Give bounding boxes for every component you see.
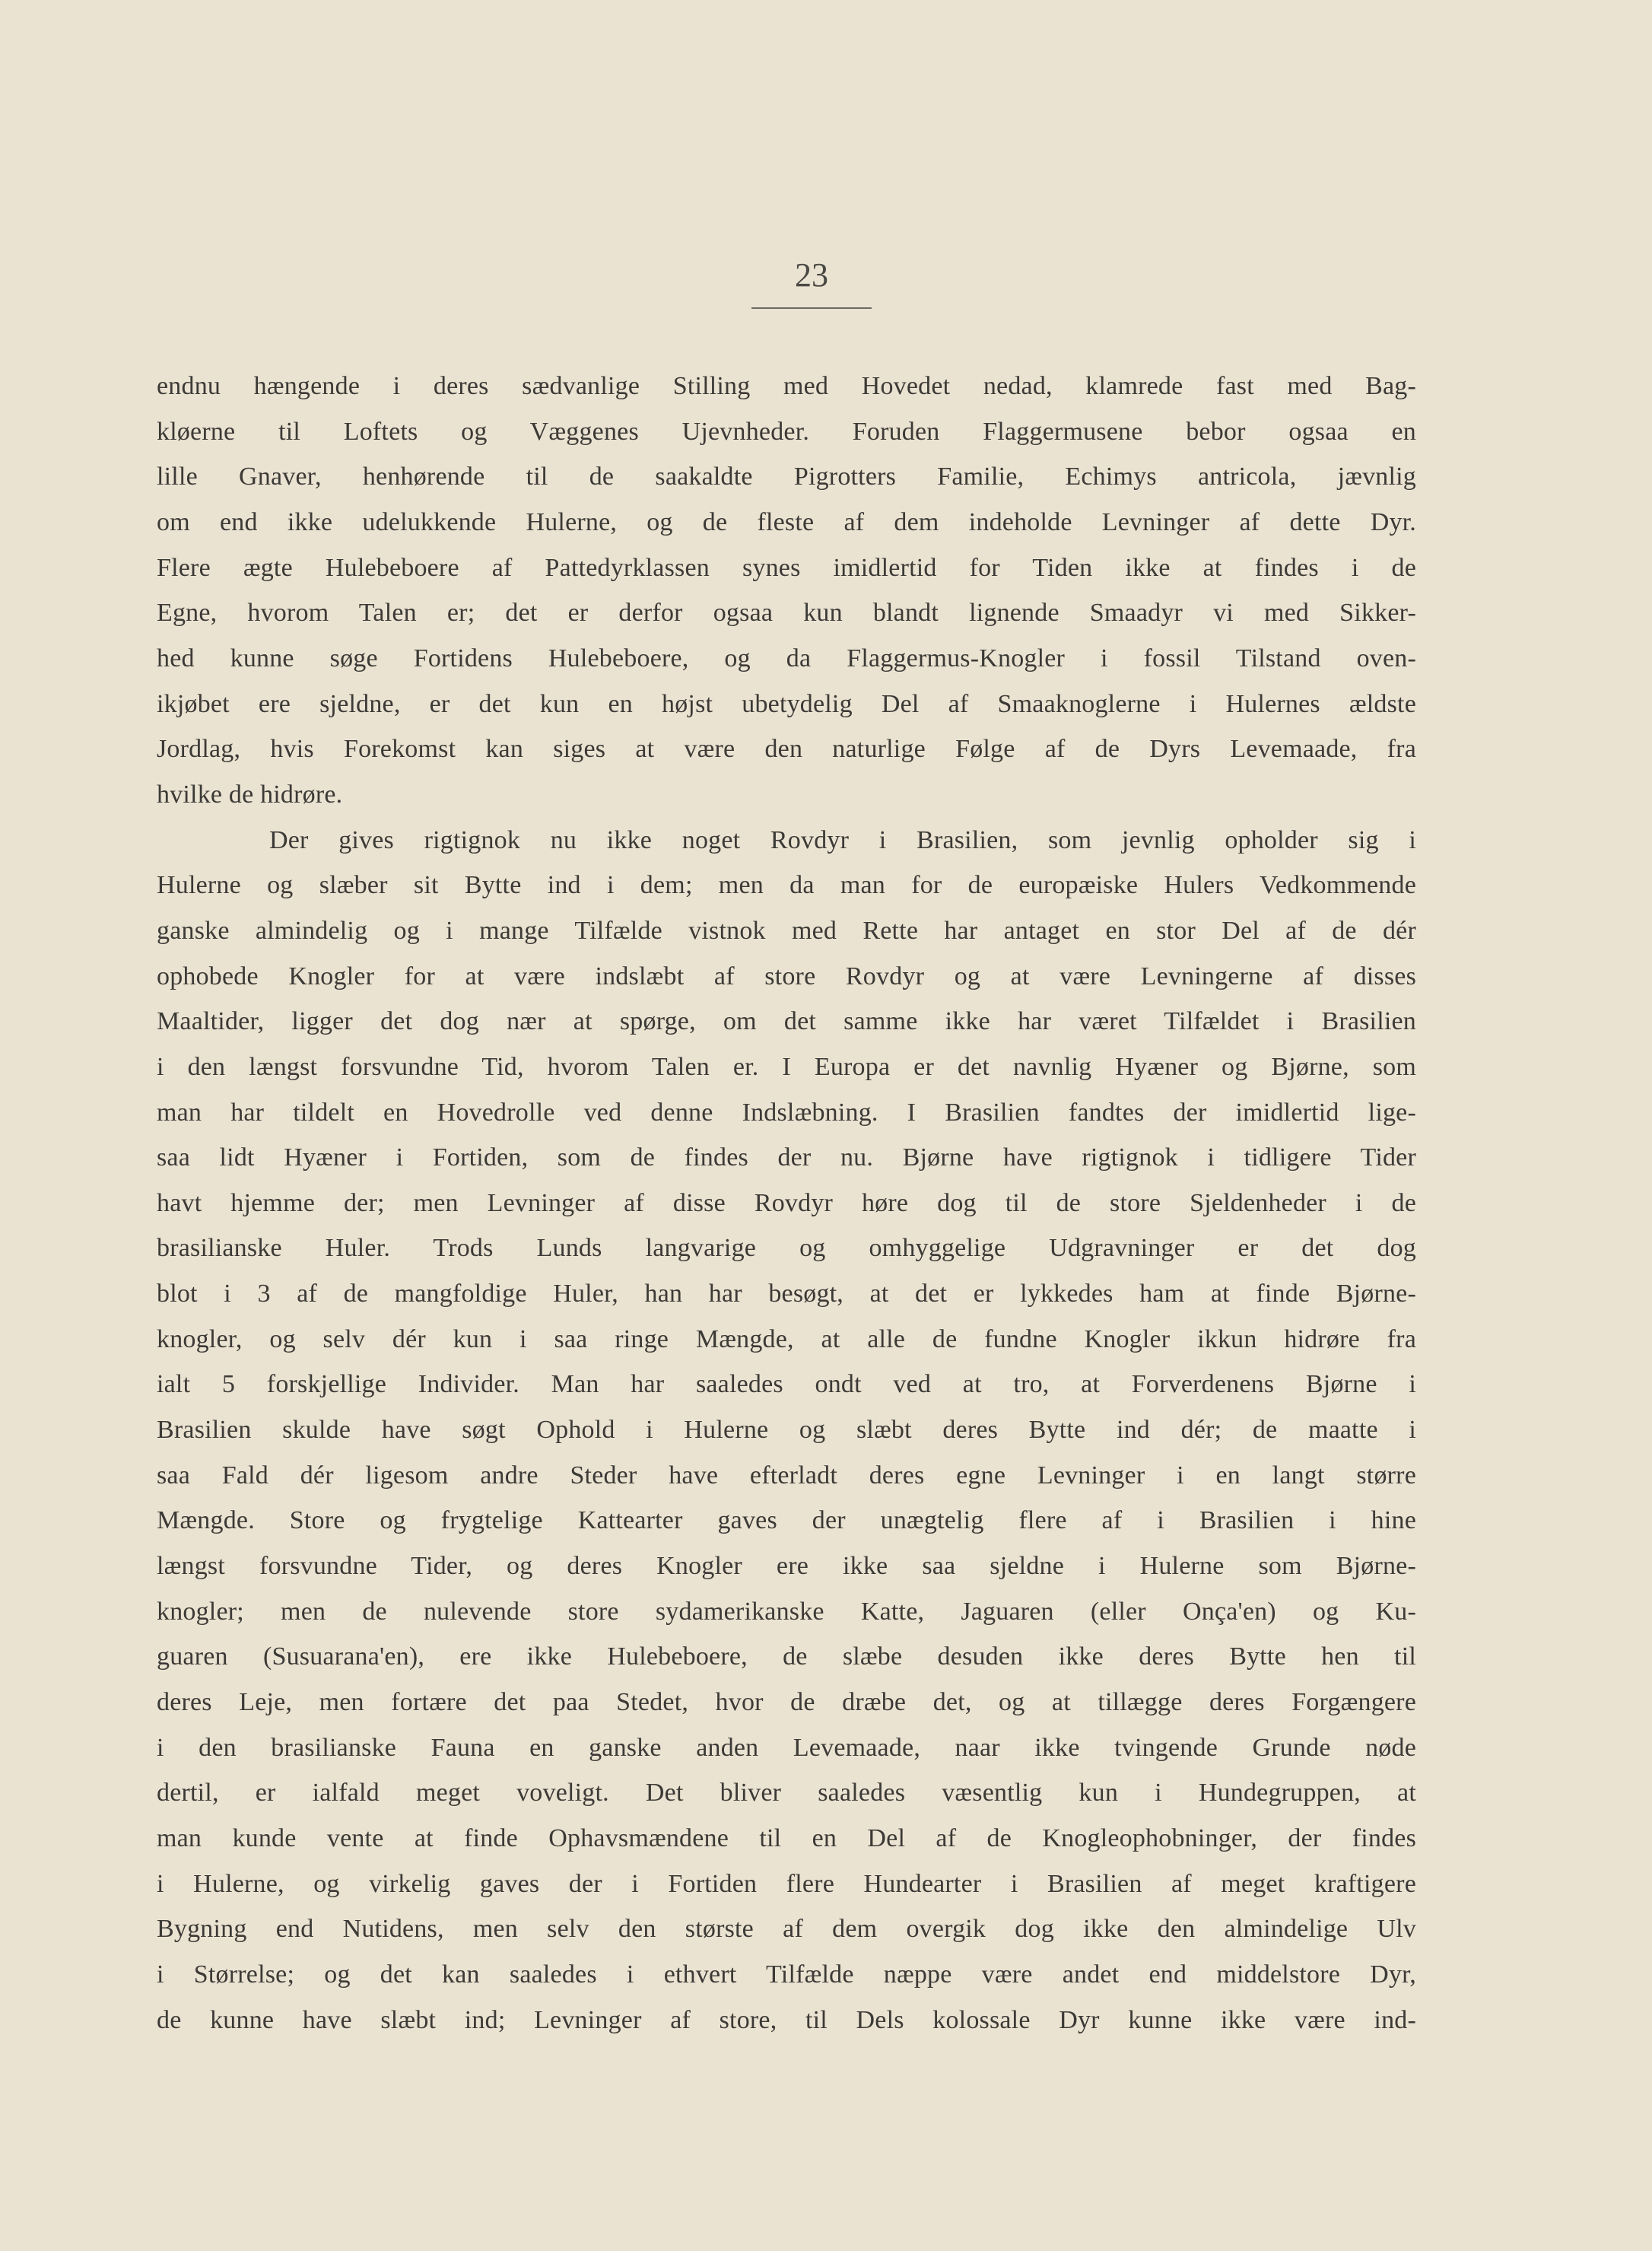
text-line: saa Fald dér ligesom andre Steder have efterladt deres egne Levninger i en langt større bbox=[157, 1461, 1416, 1490]
text-line: ialt 5 forskjellige Individer. Man har saaledes ondt ved at tro, at Forverdenens Bjørne i bbox=[157, 1370, 1416, 1399]
text-line: brasilianske Huler. Trods Lunds langvarige og omhyggelige Udgravninger er det dog bbox=[157, 1234, 1416, 1263]
text-line: saa lidt Hyæner i Fortiden, som de findes der nu. Bjørne have rigtignok i tidligere Tider bbox=[157, 1143, 1416, 1172]
text-line: i Størrelse; og det kan saaledes i ethvert Tilfælde næppe være andet end middelstore Dyr, bbox=[157, 1960, 1416, 1989]
text-line: endnu hængende i deres sædvanlige Stilling med Hovedet nedad, klamrede fast med Bag- bbox=[157, 372, 1416, 400]
text-line: ikjøbet ere sjeldne, er det kun en højst ubetydelig Del af Smaaknoglerne i Hulernes ældste bbox=[157, 689, 1416, 718]
text-line: deres Leje, men fortære det paa Stedet, hvor de dræbe det, og at tillægge deres Forgængere bbox=[157, 1688, 1416, 1717]
text-line: om end ikke udelukkende Hulerne, og de fleste af dem indeholde Levninger af dette Dyr. bbox=[157, 507, 1416, 536]
paragraph-end-line: hvilke de hidrøre. bbox=[157, 780, 343, 809]
body-text bbox=[157, 364, 1416, 2043]
text-line: dertil, er ialfald meget voveligt. Det bliver saaledes væsentlig kun i Hundegruppen, at bbox=[157, 1779, 1416, 1807]
text-line: man kunde vente at finde Ophavsmændene til en Del af de Knogleophobninger, der findes bbox=[157, 1824, 1416, 1852]
text-line: Jordlag, hvis Forekomst kan siges at være den naturlige Følge af de Dyrs Levemaade, fra bbox=[157, 735, 1416, 764]
text-line: de kunne have slæbt ind; Levninger af store, til Dels kolossale Dyr kunne ikke være ind- bbox=[157, 2005, 1416, 2034]
page-number: 23 bbox=[795, 256, 828, 294]
text-line: kløerne til Loftets og Væggenes Ujevnheder. Foruden Flaggermusene bebor ogsaa en bbox=[157, 417, 1416, 446]
text-line: Flere ægte Hulebeboere af Pattedyrklassen synes imidlertid for Tiden ikke at findes i de bbox=[157, 553, 1416, 582]
text-line: længst forsvundne Tider, og deres Knogler ere ikke saa sjeldne i Hulerne som Bjørne- bbox=[157, 1552, 1416, 1581]
paragraph-start-line: Der gives rigtignok nu ikke noget Rovdyr i Brasilien, som jevnlig opholder sig i bbox=[269, 825, 1416, 854]
text-line: Maaltider, ligger det dog nær at spørge, om det samme ikke har været Tilfældet i Brasilien bbox=[157, 1007, 1416, 1036]
text-line: lille Gnaver, henhørende til de saakaldte Pigrotters Familie, Echimys antricola, jævnlig bbox=[157, 463, 1416, 491]
text-line: Hulerne og slæber sit Bytte ind i dem; men da man for de europæiske Hulers Vedkommende bbox=[157, 871, 1416, 900]
text-line: blot i 3 af de mangfoldige Huler, han har besøgt, at det er lykkedes ham at finde Bjørne- bbox=[157, 1280, 1416, 1308]
text-line: Brasilien skulde have søgt Ophold i Hulerne og slæbt deres Bytte ind dér; de maatte i bbox=[157, 1416, 1416, 1445]
text-line: ganske almindelig og i mange Tilfælde vistnok med Rette har antaget en stor Del af de dér bbox=[157, 916, 1416, 945]
text-line: Bygning end Nutidens, men selv den største af dem overgik dog ikke den almindelige Ulv bbox=[157, 1915, 1416, 1944]
text-line: i den brasilianske Fauna en ganske anden Levemaade, naar ikke tvingende Grunde nøde bbox=[157, 1733, 1416, 1762]
text-line: Mængde. Store og frygtelige Kattearter gaves der unægtelig flere af i Brasilien i hine bbox=[157, 1506, 1416, 1535]
text-line: man har tildelt en Hovedrolle ved denne Indslæbning. I Brasilien fandtes der imidlertid lige- bbox=[157, 1098, 1416, 1127]
text-line: knogler, og selv dér kun i saa ringe Mængde, at alle de fundne Knogler ikkun hidrøre fra bbox=[157, 1324, 1416, 1353]
text-line: hed kunne søge Fortidens Hulebeboere, og da Flaggermus-Knogler i fossil Tilstand oven- bbox=[157, 644, 1416, 672]
text-line: guaren (Susuarana'en), ere ikke Hulebeboere, de slæbe desuden ikke deres Bytte hen til bbox=[157, 1642, 1416, 1671]
header-rule bbox=[751, 307, 872, 309]
text-line: havt hjemme der; men Levninger af disse Rovdyr høre dog til de store Sjeldenheder i de bbox=[157, 1188, 1416, 1217]
text-line: i den længst forsvundne Tid, hvorom Talen er. I Europa er det navnlig Hyæner og Bjørne, som bbox=[157, 1052, 1416, 1081]
text-line: Egne, hvorom Talen er; det er derfor ogsaa kun blandt lignende Smaadyr vi med Sikker- bbox=[157, 599, 1416, 628]
text-line: knogler; men de nulevende store sydamerikanske Katte, Jaguaren (eller Onça'en) og Ku- bbox=[157, 1597, 1416, 1626]
text-line: i Hulerne, og virkelig gaves der i Fortiden flere Hundearter i Brasilien af meget kraftigere bbox=[157, 1869, 1416, 1898]
text-line: ophobede Knogler for at være indslæbt af store Rovdyr og at være Levningerne af disses bbox=[157, 962, 1416, 990]
